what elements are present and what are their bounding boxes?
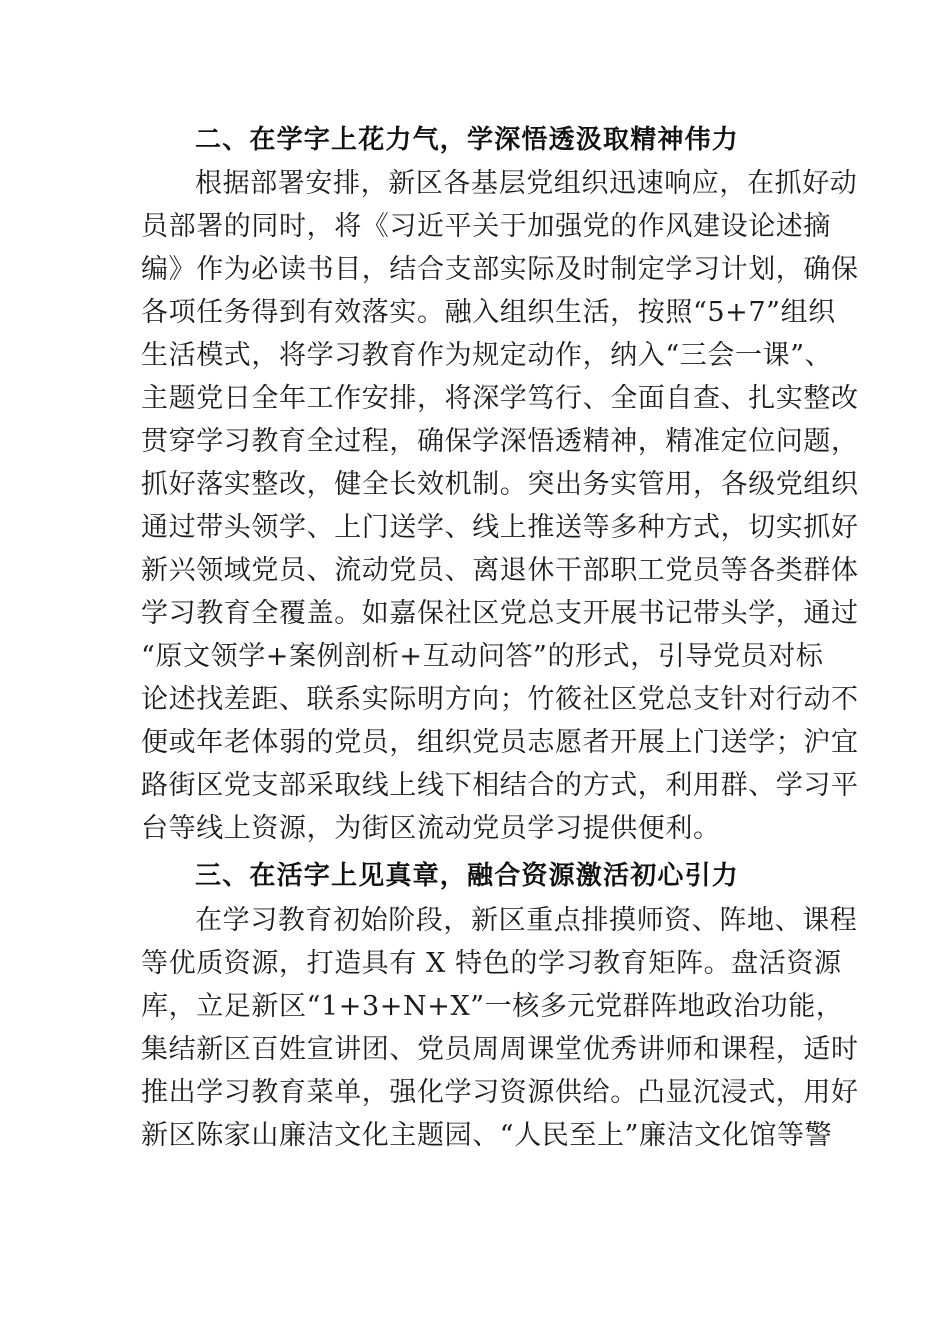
section-2-line: 抓好落实整改，健全长效机制。突出务实管用，各级党组织	[141, 469, 859, 500]
section-3-line: 在学习教育初始阶段，新区重点排摸师资、阵地、课程	[195, 905, 858, 936]
section-2-line: 各项任务得到有效落实。融入组织生活，按照“5+7”组织	[141, 297, 836, 328]
section-2-line: 路街区党支部采取线上线下相结合的方式，利用群、学习平	[141, 770, 859, 801]
section-2-line: 论述找差距、联系实际明方向；竹筱社区党总支针对行动不	[141, 684, 859, 715]
section-3-line: 集结新区百姓宣讲团、党员周周课堂优秀讲师和课程，适时	[141, 1034, 859, 1065]
section-3-line: 等优质资源，打造具有 X 特色的学习教育矩阵。盘活资源	[141, 948, 842, 979]
section-2-line: 台等线上资源，为街区流动党员学习提供便利。	[141, 813, 721, 844]
section-3-line: 新区陈家山廉洁文化主题园、“人民至上”廉洁文化馆等警	[141, 1120, 833, 1151]
section-2-line: 贯穿学习教育全过程，确保学深悟透精神，精准定位问题，	[141, 426, 859, 457]
section-2-line: 生活模式，将学习教育作为规定动作，纳入“三会一课”、	[141, 340, 833, 371]
section-2-line: 学习教育全覆盖。如嘉保社区党总支开展书记带头学，通过	[141, 598, 859, 629]
section-3-line: 库，立足新区“1+3+N+X”一核多元党群阵地政治功能，	[141, 991, 844, 1022]
section-3-line: 推出学习教育菜单，强化学习资源供给。凸显沉浸式，用好	[141, 1077, 859, 1108]
section-2-line: 主题党日全年工作安排，将深学笃行、全面自查、扎实整改	[141, 383, 859, 414]
section-2-line: 通过带头领学、上门送学、线上推送等多种方式，切实抓好	[141, 512, 859, 543]
section-2-line: 便或年老体弱的党员，组织党员志愿者开展上门送学；沪宜	[141, 727, 859, 758]
section-2-line: 编》作为必读书目，结合支部实际及时制定学习计划，确保	[141, 254, 859, 285]
section-2-heading: 二、在学字上花力气，学深悟透汲取精神伟力	[195, 125, 740, 155]
section-2-line: 根据部署安排，新区各基层党组织迅速响应，在抓好动	[195, 168, 858, 199]
section-2-line: 员部署的同时，将《习近平关于加强党的作风建设论述摘	[141, 211, 831, 242]
section-2-line: 新兴领域党员、流动党员、离退休干部职工党员等各类群体	[141, 555, 859, 586]
section-2-line: “原文领学+案例剖析+互动问答”的形式，引导党员对标	[141, 641, 824, 672]
section-3-heading: 三、在活字上见真章，融合资源激活初心引力	[195, 861, 740, 891]
